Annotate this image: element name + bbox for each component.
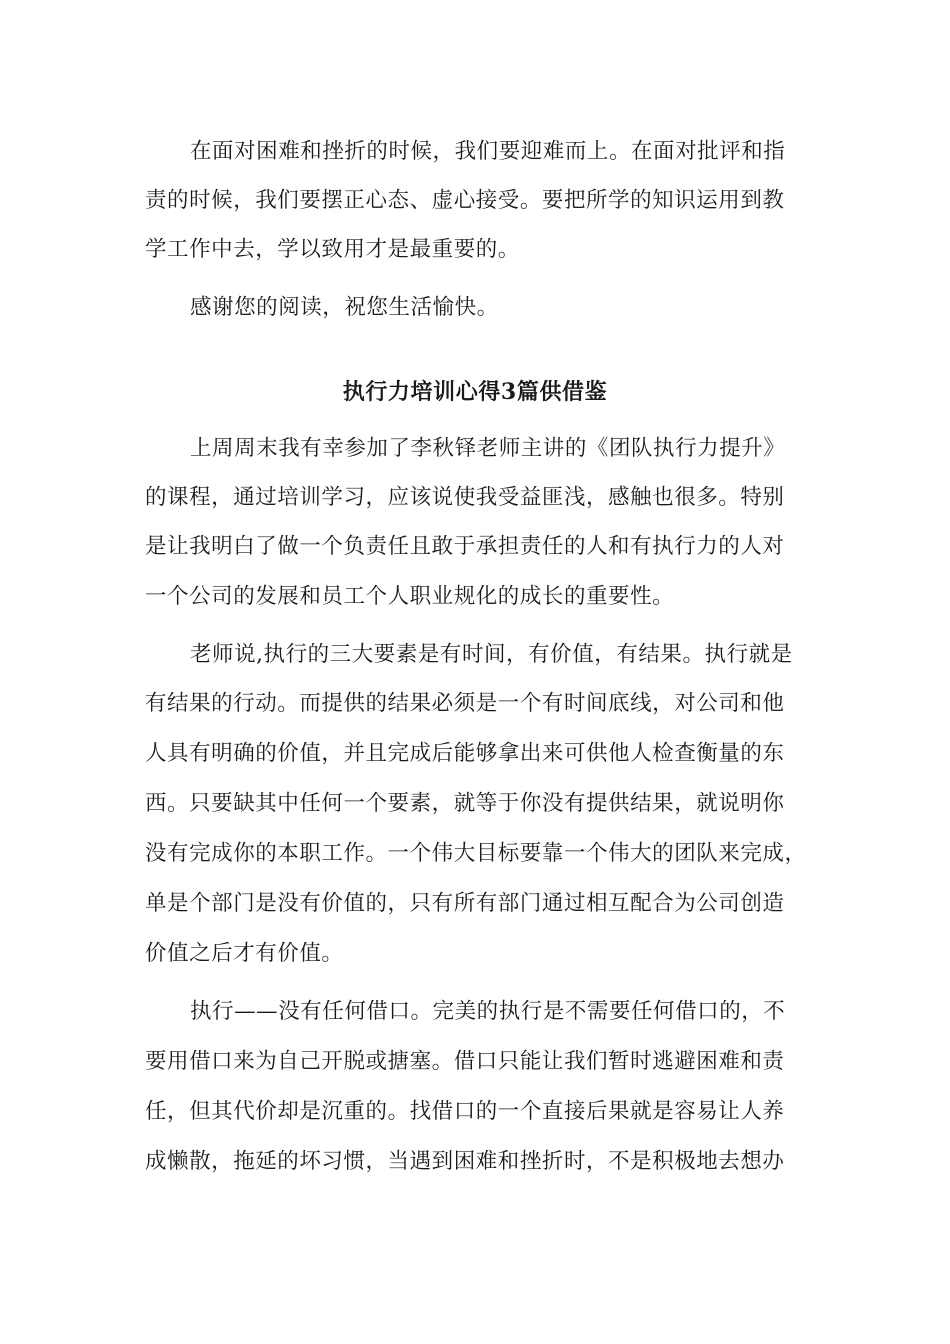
paragraph-line: 价值之后才有价值。: [145, 941, 344, 966]
paragraph-line: 要用借口来为自己开脱或搪塞。借口只能让我们暂时逃避困难和责: [145, 1049, 785, 1074]
paragraph-line: 上周周末我有幸参加了李秋铎老师主讲的《团队执行力提升》: [190, 436, 786, 461]
paragraph-line: 人具有明确的价值，并且完成后能够拿出来可供他人检查衡量的东: [145, 741, 785, 766]
paragraph-line: 老师说,执行的三大要素是有时间，有价值，有结果。执行就是: [190, 642, 793, 667]
paragraph-line: 任，但其代价却是沉重的。找借口的一个直接后果就是容易让人养: [145, 1099, 785, 1124]
paragraph-line: 成懒散，拖延的坏习惯，当遇到困难和挫折时，不是积极地去想办: [145, 1149, 785, 1174]
paragraph-line: 一个公司的发展和员工个人职业规化的成长的重要性。: [145, 584, 675, 609]
paragraph-line: 是让我明白了做一个负责任且敢于承担责任的人和有执行力的人对: [145, 534, 785, 559]
paragraph-line: 执行——没有任何借口。完美的执行是不需要任何借口的，不: [190, 999, 786, 1024]
article-title: 执行力培训心得3篇供借鉴: [342, 379, 608, 405]
paragraph-line: 的课程，通过培训学习，应该说使我受益匪浅，感触也很多。特别: [145, 485, 785, 510]
closing-line: 感谢您的阅读，祝您生活愉快。: [190, 295, 499, 320]
paragraph-line: 在面对困难和挫折的时候，我们要迎难而上。在面对批评和指: [190, 139, 786, 164]
paragraph-line: 学工作中去，学以致用才是最重要的。: [145, 237, 520, 262]
paragraph-line: 单是个部门是没有价值的，只有所有部门通过相互配合为公司创造: [145, 891, 785, 916]
paragraph-line: 没有完成你的本职工作。一个伟大目标要靠一个伟大的团队来完成，: [145, 841, 807, 866]
paragraph-line: 责的时候，我们要摆正心态、虚心接受。要把所学的知识运用到教: [145, 188, 785, 213]
paragraph-line: 有结果的行动。而提供的结果必须是一个有时间底线，对公司和他: [145, 691, 785, 716]
paragraph-line: 西。只要缺其中任何一个要素，就等于你没有提供结果，就说明你: [145, 791, 785, 816]
